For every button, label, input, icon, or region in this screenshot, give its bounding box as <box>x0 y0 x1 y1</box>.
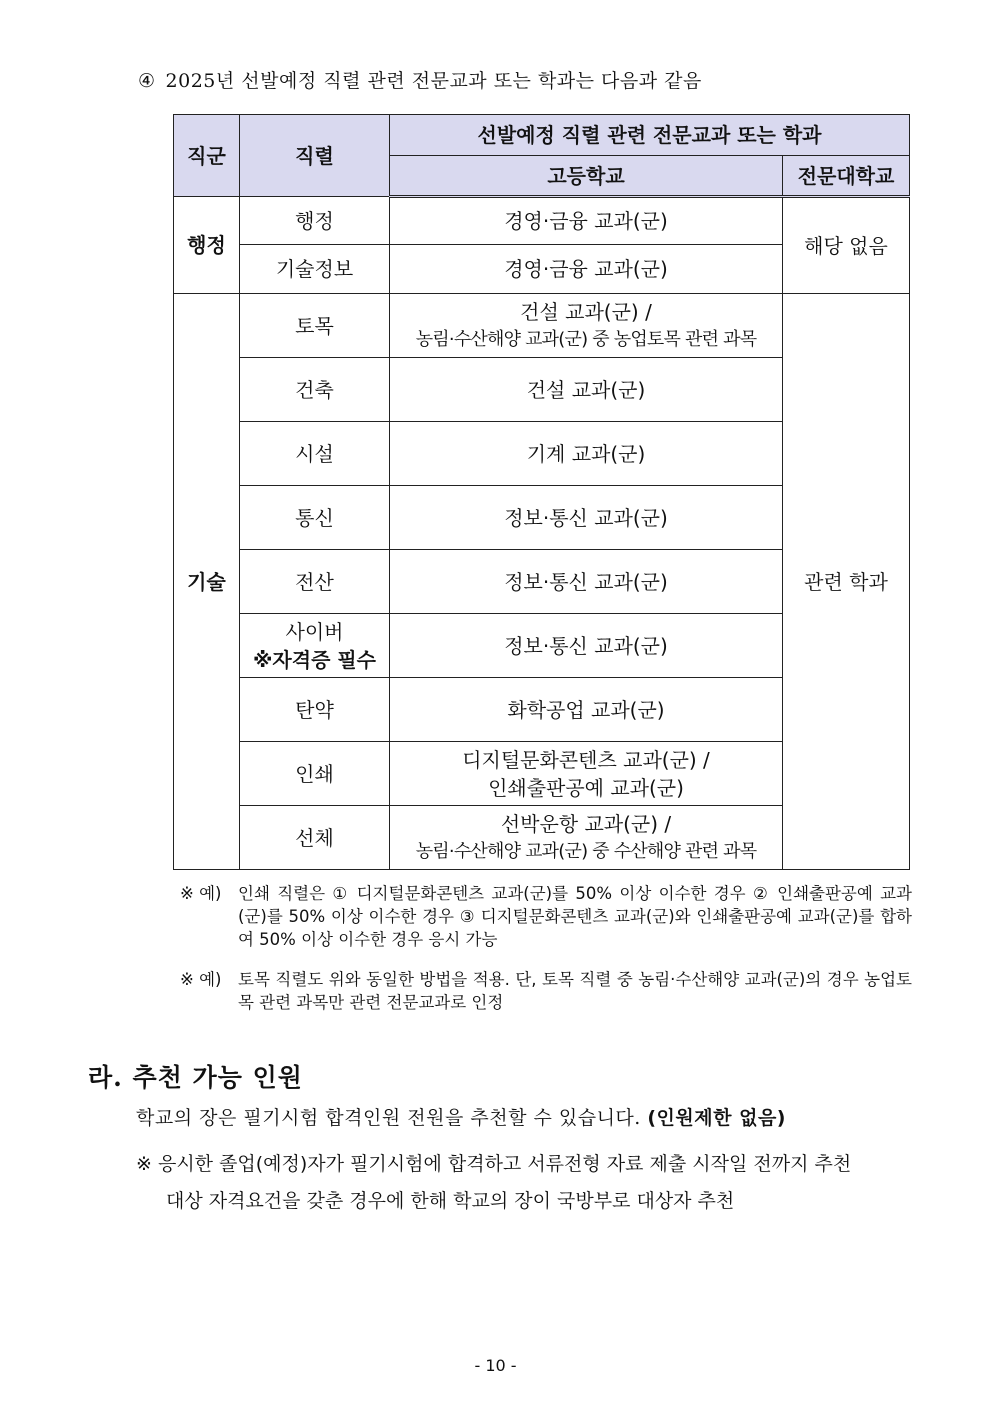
series-cell: 전산 <box>240 550 390 614</box>
subject-cell: 정보·통신 교과(군) <box>390 614 783 678</box>
section-title: 라. 추천 가능 인원 <box>88 1063 303 1092</box>
series-cell: 통신 <box>240 486 390 550</box>
subject-cell <box>390 742 783 806</box>
subject-cell: 정보·통신 교과(군) <box>390 550 783 614</box>
subject-cell <box>390 806 783 870</box>
subject-cell: 건설 교과(군) <box>390 358 783 422</box>
group-cell-tech: 기술 <box>174 294 240 870</box>
section-note-line2: 대상 자격요건을 갖춘 경우에 한해 학교의 장이 국방부로 대상자 추천 <box>166 1190 735 1212</box>
paragraph-emphasis: (인원제한 없음) <box>647 1107 786 1129</box>
circled-number: ④ <box>138 70 156 92</box>
series-cell: 건축 <box>240 358 390 422</box>
series-cell: 토목 <box>240 294 390 358</box>
subject-cell: 기계 교과(군) <box>390 422 783 486</box>
header-college: 전문대학교 <box>783 156 910 197</box>
subject-line: 선박운항 교과(군) / <box>500 811 672 836</box>
series-note: ※자격증 필수 <box>252 647 376 672</box>
header-series: 직렬 <box>240 115 390 197</box>
note-printing <box>180 882 912 951</box>
series-cell: 탄약 <box>240 678 390 742</box>
intro-line <box>138 66 702 93</box>
college-cell-tech: 관련 학과 <box>783 294 910 870</box>
series-cell: 행정 <box>240 197 390 245</box>
note-text: 토목 직렬도 위와 동일한 방법을 적용. 단, 토목 직렬 중 농림·수산해양 교과(군)의 경우 농업토목 관련 과목만 관련 전문교과로 인정 <box>238 970 912 1012</box>
section-note <box>136 1146 912 1220</box>
intro-text: 2025년 선발예정 직렬 관련 전문교과 또는 학과는 다음과 같음 <box>165 70 702 92</box>
subject-line: 농림·수산해양 교과(군) 중 수산해양 관련 과목 <box>415 840 757 862</box>
section-note-line1: ※ 응시한 졸업(예정)자가 필기시험에 합격하고 서류전형 자료 제출 시작일 전까지 추천 <box>136 1153 852 1175</box>
note-prefix: ※ 예) <box>180 884 222 903</box>
section-paragraph <box>136 1103 786 1130</box>
paragraph-text: 학교의 장은 필기시험 합격인원 전원을 추천할 수 있습니다. <box>136 1107 641 1129</box>
series-cell: 선체 <box>240 806 390 870</box>
college-cell-admin: 해당 없음 <box>783 197 910 294</box>
subject-table <box>173 114 910 870</box>
note-prefix: ※ 예) <box>180 970 222 989</box>
series-cell: 기술정보 <box>240 245 390 294</box>
subject-cell <box>390 294 783 358</box>
series-name: 사이버 <box>285 619 344 644</box>
group-cell-admin: 행정 <box>174 197 240 294</box>
header-subject: 선발예정 직렬 관련 전문교과 또는 학과 <box>390 115 910 156</box>
subject-line: 디지털문화콘텐츠 교과(군) / <box>462 747 710 772</box>
note-text: 인쇄 직렬은 ① 디지털문화콘텐츠 교과(군)를 50% 이상 이수한 경우 ② 인쇄출판공예 교과(군)를 50% 이상 이수한 경우 ③ 디지털문화콘텐츠 교과(군)와 인쇄출판공예 교과(군)를 합하여 50% 이상 이수한 경우 응시 가능 <box>238 884 912 949</box>
subject-cell: 경영·금융 교과(군) <box>390 245 783 294</box>
subject-line: 인쇄출판공예 교과(군) <box>488 775 684 800</box>
series-cell <box>240 614 390 678</box>
series-cell: 인쇄 <box>240 742 390 806</box>
header-highschool: 고등학교 <box>390 156 783 197</box>
series-cell: 시설 <box>240 422 390 486</box>
subject-line: 농림·수산해양 교과(군) 중 농업토목 관련 과목 <box>415 328 757 350</box>
page-number: - 10 - <box>474 1356 517 1375</box>
subject-cell: 정보·통신 교과(군) <box>390 486 783 550</box>
subject-cell: 화학공업 교과(군) <box>390 678 783 742</box>
subject-cell: 경영·금융 교과(군) <box>390 197 783 245</box>
header-group: 직군 <box>174 115 240 197</box>
subject-line: 건설 교과(군) / <box>520 299 652 324</box>
note-civil <box>180 968 912 1014</box>
